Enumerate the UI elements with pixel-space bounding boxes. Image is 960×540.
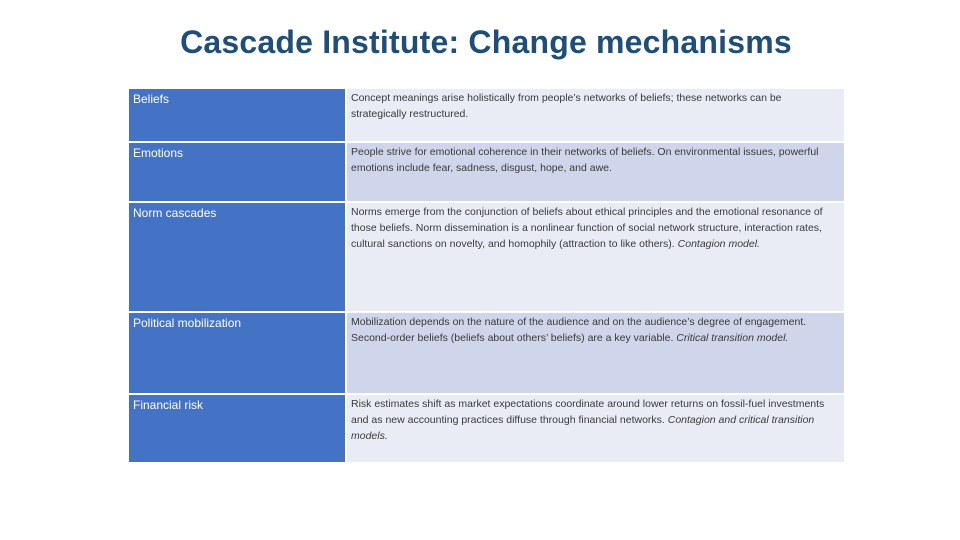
mechanisms-table [129,89,844,464]
description-text: People strive for emotional coherence in their networks of beliefs. On environmental issues, powerful emotions include fear, sadness, disgust, hope, and awe. [351,146,819,174]
mechanism-term: Political mobilization [129,313,345,393]
mechanism-description [347,313,844,393]
description-text: Mobilization depends on the nature of the audience and on the audience’s degree of engagement. Second-order beliefs (beliefs about others’ beliefs) are a key variable. [351,316,807,344]
mechanism-term: Financial risk [129,395,345,462]
mechanism-term: Emotions [129,143,345,201]
description-text: Concept meanings arise holistically from people’s networks of beliefs; these networks can be strategically restructured. [351,92,782,120]
table-row [129,143,844,201]
mechanism-description [347,89,844,141]
description-text: Risk estimates shift as market expectations coordinate around lower returns on fossil-fuel investments and as new accounting practices diffuse through financial networks. [351,398,825,426]
table-row [129,313,844,393]
table-row [129,203,844,311]
description-text: Norms emerge from the conjunction of beliefs about ethical principles and the emotional resonance of those beliefs. Norm dissemination is a nonlinear function of social network structure, interaction rates, cultural sanctions on novelty, and homophily (attraction to like others). [351,206,823,250]
table-row [129,395,844,462]
model-label: Contagion and critical transition models. [351,413,815,442]
model-label: Contagion model. [677,237,760,250]
mechanism-term: Beliefs [129,89,345,141]
table-row [129,89,844,141]
mechanism-description [347,203,844,311]
mechanism-term: Norm cascades [129,203,345,311]
model-label: Critical transition model. [676,331,789,344]
mechanism-description [347,395,844,462]
mechanism-description [347,143,844,201]
slide-title: Cascade Institute: Change mechanisms [180,24,792,60]
